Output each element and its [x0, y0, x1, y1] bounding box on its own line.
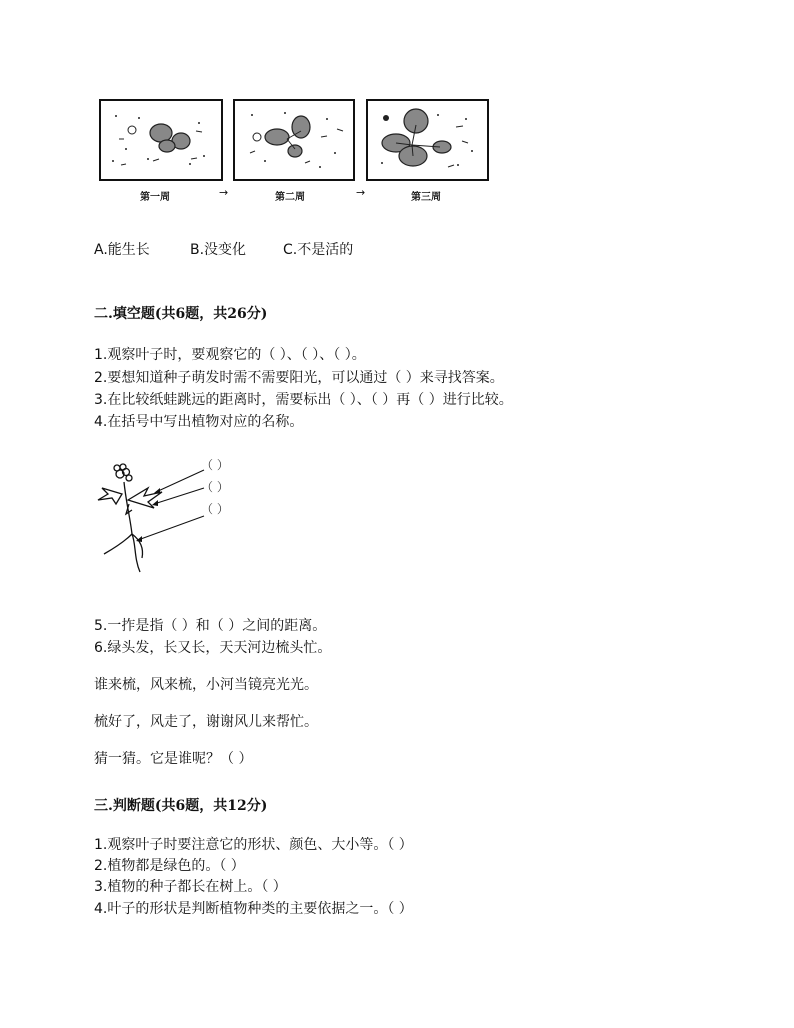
section2-q1: 1.观察叶子时，要观察它的（ ）、（ ）、（ ）。 — [94, 347, 366, 363]
arrow-2: → — [356, 186, 366, 199]
seedling-week3-image — [368, 101, 487, 179]
section2-q3: 3.在比较纸蛙跳远的距离时，需要标出（ ）、（ ）再（ ）进行比较。 — [94, 392, 513, 408]
plant-diagram — [96, 462, 216, 580]
option-c: C.不是活的 — [283, 242, 354, 258]
section2-q5: 5.一拃是指（ ）和（ ）之间的距离。 — [94, 618, 327, 634]
plant-blank-leaf[interactable]: （ ） — [201, 480, 229, 494]
seedling-week1-image — [101, 101, 221, 179]
week2-frame — [233, 99, 355, 181]
section2-q2: 2.要想知道种子萌发时需不需要阳光，可以通过（ ）来寻找答案。 — [94, 370, 504, 386]
section2-q6-line2: 谁来梳，风来梳，小河当镜亮光光。 — [94, 677, 318, 693]
section2-q4: 4.在括号中写出植物对应的名称。 — [94, 414, 304, 430]
plant-blank-flower[interactable]: （ ） — [201, 458, 229, 472]
arrow-1: → — [219, 186, 229, 199]
option-a: A.能生长 — [94, 242, 150, 258]
section2-heading: 二.填空题(共6题，共26分) — [94, 306, 268, 322]
week1-frame — [99, 99, 223, 181]
section2-q6-line3: 梳好了，风走了，谢谢风儿来帮忙。 — [94, 714, 318, 730]
week3-caption: 第三周 — [411, 192, 441, 203]
section2-q6-line4: 猜一猜。它是谁呢？（ ） — [94, 751, 253, 767]
week1-caption: 第一周 — [140, 192, 170, 203]
plant-blank-root[interactable]: （ ） — [201, 502, 229, 516]
week2-caption: 第二周 — [275, 192, 305, 203]
seedling-week2-image — [235, 101, 353, 179]
option-b: B.没变化 — [190, 242, 247, 258]
section2-q6-line1: 6.绿头发，长又长，天天河边梳头忙。 — [94, 640, 332, 656]
section3-q2: 2.植物都是绿色的。（ ） — [94, 858, 245, 874]
section3-q3: 3.植物的种子都长在树上。（ ） — [94, 879, 287, 895]
section3-q1: 1.观察叶子时要注意它的形状、颜色、大小等。（ ） — [94, 837, 413, 853]
section3-q4: 4.叶子的形状是判断植物种类的主要依据之一。（ ） — [94, 901, 413, 917]
section3-heading: 三.判断题(共6题，共12分) — [94, 798, 268, 814]
week3-frame — [366, 99, 489, 181]
